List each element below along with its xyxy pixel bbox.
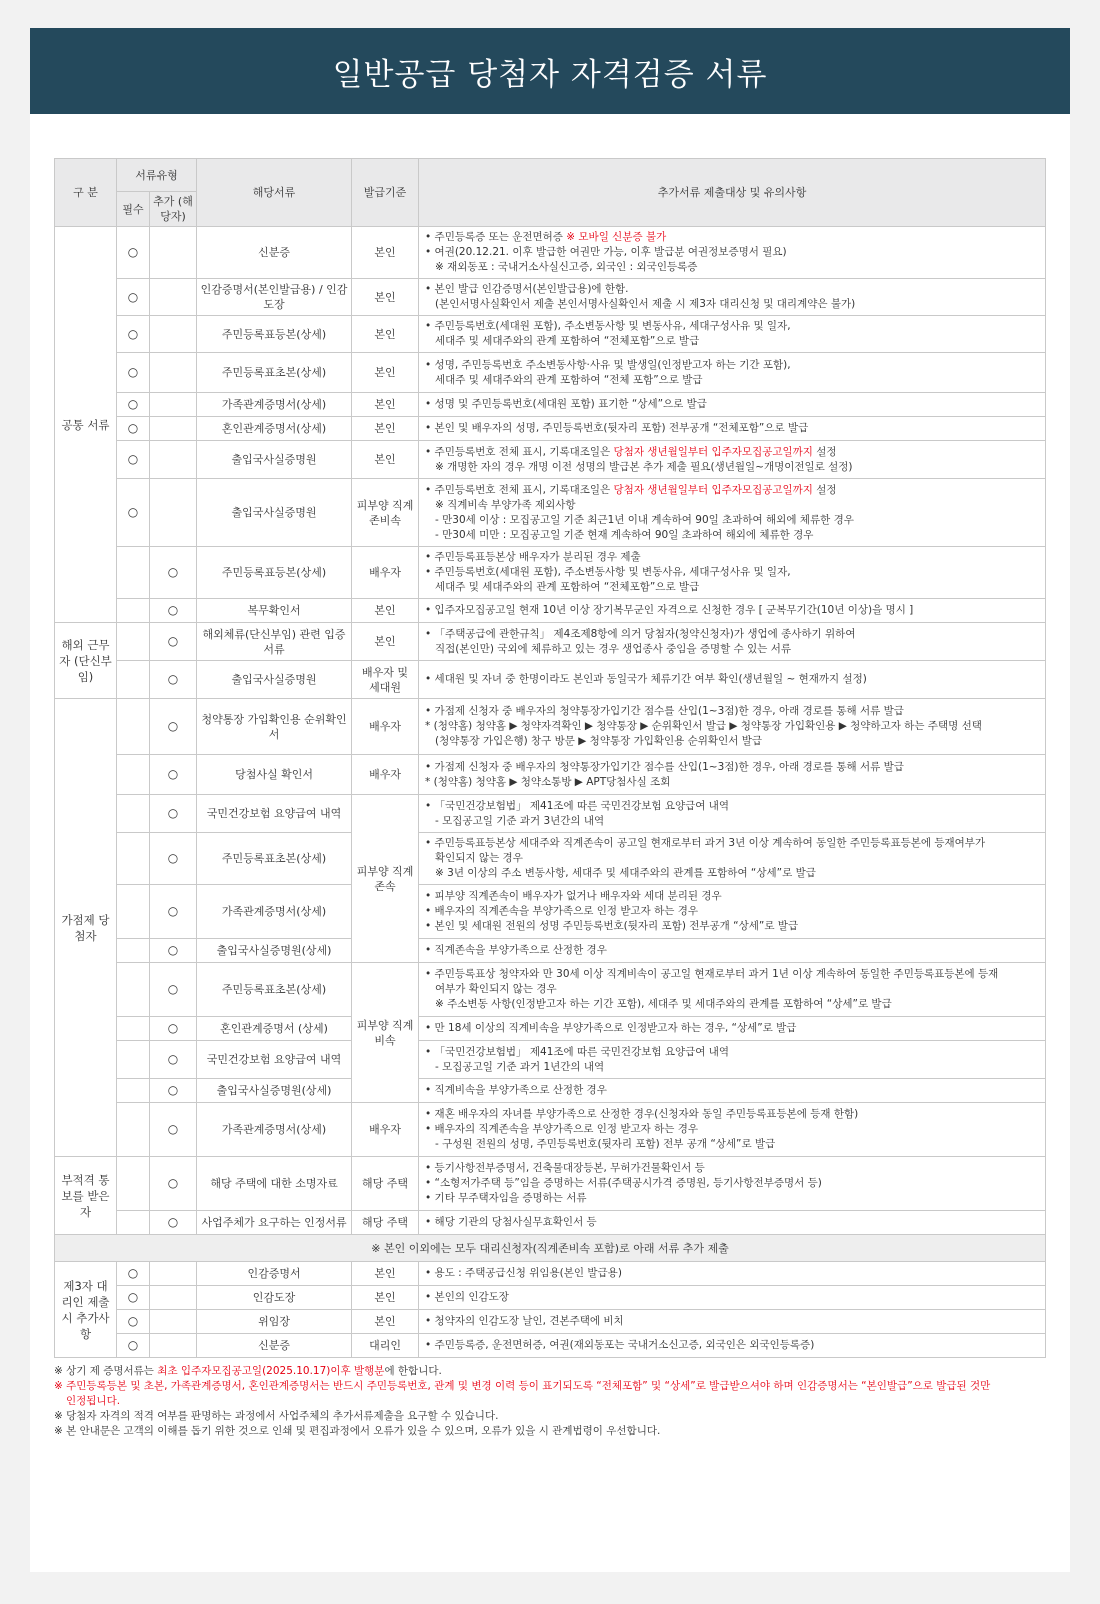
doc-name: 주민등록표등본(상세) <box>197 316 352 353</box>
header-document: 해당서류 <box>197 159 352 227</box>
doc-notes: • 본인 발급 인감증명서(본인발급용)에 한함. (본인서명사실확인서 제출 본인서명사실확인서 제출 시 제3자 대리신청 및 대리계약은 불가) <box>419 279 1046 316</box>
doc-notes: • 해당 기관의 당첨사실무효확인서 등 <box>419 1211 1046 1235</box>
doc-notes: • 「주택공급에 관한규칙」 제4조제8항에 의거 당첨자(청약신청자)가 생업에 종사하기 위하여 직접(본인만) 국외에 체류하고 있는 경우 생업종사 중임을 증명할 수 있는 서류 <box>419 623 1046 661</box>
additional-mark: ○ <box>150 699 197 755</box>
doc-name: 출입국사실증명원(상세) <box>197 1079 352 1103</box>
required-mark: ○ <box>117 227 150 279</box>
header-doc-type: 서류유형 <box>117 159 197 192</box>
doc-name: 해당 주택에 대한 소명자료 <box>197 1157 352 1211</box>
doc-notes: • 주민등록증 또는 운전면허증 ※ 모바일 신분증 불가 • 여권(20.12.21. 이후 발급한 여권만 가능, 이후 발급분 여권정보증명서 필요) ※ 재외동포 : 국내거소사실신고증, 외국인 : 외국인등록증 <box>419 227 1046 279</box>
additional-mark: ○ <box>150 755 197 795</box>
doc-notes: • 입주자모집공고일 현재 10년 이상 장기복무군인 자격으로 신청한 경우 [ 군복무기간(10년 이상)을 명시 ] <box>419 599 1046 623</box>
header-issue-basis: 발급기준 <box>352 159 419 227</box>
header-additional: 추가 (해당자) <box>150 192 197 227</box>
issue-basis: 본인 <box>352 353 419 393</box>
documents-table <box>54 158 1046 1358</box>
required-mark: ○ <box>117 1310 150 1334</box>
doc-notes: • 등기사항전부증명서, 건축물대장등본, 무허가건물확인서 등 • “소형저가주택 등”임을 증명하는 서류(주택공시가격 증명원, 등기사항전부증명서 등) • 기타 무주택자임을 증명하는 서류 <box>419 1157 1046 1211</box>
additional-mark: ○ <box>150 963 197 1017</box>
doc-name: 신분증 <box>197 227 352 279</box>
footnote-3: ※ 당첨자 자격의 적격 여부를 판명하는 과정에서 사업주체의 추가서류제출을 요구할 수 있습니다. <box>54 1410 499 1422</box>
issue-basis: 배우자 <box>352 699 419 755</box>
required-mark: ○ <box>117 393 150 417</box>
required-mark: ○ <box>117 316 150 353</box>
doc-name: 출입국사실증명원 <box>197 479 352 547</box>
header-category: 구 분 <box>55 159 117 227</box>
doc-name: 해외체류(단신부임) 관련 입증서류 <box>197 623 352 661</box>
issue-basis: 본인 <box>352 1262 419 1286</box>
footnotes <box>54 1364 1046 1439</box>
doc-name: 주민등록표초본(상세) <box>197 963 352 1017</box>
doc-name: 복무확인서 <box>197 599 352 623</box>
doc-notes: • 본인의 인감도장 <box>419 1286 1046 1310</box>
header-required: 필수 <box>117 192 150 227</box>
additional-mark: ○ <box>150 1103 197 1157</box>
required-mark: ○ <box>117 353 150 393</box>
additional-mark: ○ <box>150 1041 197 1079</box>
doc-name: 출입국사실증명원(상세) <box>197 939 352 963</box>
doc-notes: • 가점제 신청자 중 배우자의 청약통장가입기간 점수를 산입(1~3점)한 경우, 아래 경로를 통해 서류 발급 * (청약홈) 청약홈 ▶ 청약자격확인 ▶ 청약통장 ▶ 순위확인서 발급 ▶ 청약통장 가입확인용 ▶ 청약하고자 하는 주택명 선택 (청약통장 가입은행) 창구 방문 ▶ 청약통장 가입확인용 순위확인서 발급 <box>419 699 1046 755</box>
doc-notes: • 주민등록증, 운전면허증, 여권(재외동포는 국내거소신고증, 외국인은 외국인등록증) <box>419 1334 1046 1358</box>
issue-basis: 배우자 <box>352 755 419 795</box>
doc-notes: • 성명 및 주민등록번호(세대원 포함) 표기한 “상세”으로 발급 <box>419 393 1046 417</box>
additional-mark: ○ <box>150 661 197 699</box>
additional-mark: ○ <box>150 1079 197 1103</box>
doc-name: 가족관계증명서(상세) <box>197 393 352 417</box>
doc-notes: • 본인 및 배우자의 성명, 주민등록번호(뒷자리 포함) 전부공개 “전체포함”으로 발급 <box>419 417 1046 441</box>
doc-name: 인감증명서 <box>197 1262 352 1286</box>
doc-notes: • 주민등록표등본상 배우자가 분리된 경우 제출 • 주민등록번호(세대원 포함), 주소변동사항 및 변동사유, 세대구성사유 및 일자, 세대주 및 세대주와의 관계 포함하여 “전체포함”으로 발급 <box>419 547 1046 599</box>
category-overseas: 해외 근무자 (단신부임) <box>55 623 117 699</box>
additional-mark: ○ <box>150 795 197 833</box>
category-ineligible: 부적격 통보를 받은 자 <box>55 1157 117 1235</box>
additional-mark: ○ <box>150 599 197 623</box>
doc-name: 출입국사실증명원 <box>197 661 352 699</box>
doc-notes: • 주민등록표상 청약자와 만 30세 이상 직계비속이 공고일 현재로부터 과거 1년 이상 계속하여 동일한 주민등록표등본에 등재 여부가 확인되지 않는 경우 ※ 주소변동 사항(인정받고자 하는 기간 포함), 세대주 및 세대주와의 관계를 포함하여 “상세”로 발급 <box>419 963 1046 1017</box>
issue-basis: 본인 <box>352 316 419 353</box>
additional-mark: ○ <box>150 1211 197 1235</box>
doc-name: 위임장 <box>197 1310 352 1334</box>
doc-notes: • 직계존속을 부양가족으로 산정한 경우 <box>419 939 1046 963</box>
footnote-2: ※ 주민등록등본 및 초본, 가족관계증명서, 혼인관계증명서는 반드시 주민등록번호, 관계 및 변경 이력 등이 표기되도록 “전체포함” 및 “상세”로 발급받으셔야 하며 인감증명서는 “본인발급”으로 발급된 것만 인정됩니다. <box>54 1380 991 1407</box>
required-mark: ○ <box>117 1262 150 1286</box>
issue-basis: 본인 <box>352 623 419 661</box>
document-panel <box>30 28 1070 1572</box>
header-notes: 추가서류 제출대상 및 유의사항 <box>419 159 1046 227</box>
doc-notes: • 성명, 주민등록번호 주소변동사항·사유 및 발생일(인정받고자 하는 기간 포함), 세대주 및 세대주와의 관계 포함하여 “전체 포함”으로 발급 <box>419 353 1046 393</box>
issue-basis: 본인 <box>352 279 419 316</box>
doc-notes: • 주민등록번호(세대원 포함), 주소변동사항 및 변동사유, 세대구성사유 및 일자, 세대주 및 세대주와의 관계 포함하여 “전체포함”으로 발급 <box>419 316 1046 353</box>
required-mark: ○ <box>117 1334 150 1358</box>
doc-name: 출입국사실증명원 <box>197 441 352 479</box>
proxy-banner: ※ 본인 이외에는 모두 대리신청자(직계존비속 포함)로 아래 서류 추가 제출 <box>55 1235 1046 1262</box>
category-addpoint: 가점제 당첨자 <box>55 699 117 1157</box>
doc-notes: • 세대원 및 자녀 중 한명이라도 본인과 동일국가 체류기간 여부 확인(생년월일 ~ 현재까지 설정) <box>419 661 1046 699</box>
doc-name: 인감도장 <box>197 1286 352 1310</box>
doc-name: 신분증 <box>197 1334 352 1358</box>
footnote-4: ※ 본 안내문은 고객의 이해를 돕기 위한 것으로 인쇄 및 편집과정에서 오류가 있을 수 있으며, 오류가 있을 시 관계법령이 우선합니다. <box>54 1425 661 1437</box>
doc-notes: • 직계비속을 부양가족으로 산정한 경우 <box>419 1079 1046 1103</box>
issue-basis: 본인 <box>352 1286 419 1310</box>
category-proxy: 제3자 대리인 제출시 추가사항 <box>55 1262 117 1358</box>
doc-name: 혼인관계증명서 (상세) <box>197 1017 352 1041</box>
doc-name: 가족관계증명서(상세) <box>197 885 352 939</box>
doc-name: 당첨사실 확인서 <box>197 755 352 795</box>
issue-basis: 본인 <box>352 393 419 417</box>
issue-basis: 피부양 직계존비속 <box>352 479 419 547</box>
additional-mark: ○ <box>150 1017 197 1041</box>
additional-mark: ○ <box>150 885 197 939</box>
issue-basis: 본인 <box>352 227 419 279</box>
required-mark: ○ <box>117 417 150 441</box>
doc-notes: • 「국민건강보험법」 제41조에 따른 국민건강보험 요양급여 내역 - 모집공고일 기준 과거 1년간의 내역 <box>419 1041 1046 1079</box>
additional-mark: ○ <box>150 623 197 661</box>
doc-notes: • 피부양 직계존속이 배우자가 없거나 배우자와 세대 분리된 경우 • 배우자의 직계존속을 부양가족으로 인정 받고자 하는 경우 • 본인 및 세대원 전원의 성명 주민등록번호(뒷자리 포함) 전부공개 “상세”로 발급 <box>419 885 1046 939</box>
issue-basis: 배우자 및 세대원 <box>352 661 419 699</box>
issue-basis: 해당 주택 <box>352 1157 419 1211</box>
doc-notes: • 만 18세 이상의 직계비속을 부양가족으로 인정받고자 하는 경우, “상세”로 발급 <box>419 1017 1046 1041</box>
doc-name: 사업주체가 요구하는 인정서류 <box>197 1211 352 1235</box>
required-mark: ○ <box>117 279 150 316</box>
required-mark: ○ <box>117 479 150 547</box>
issue-basis: 배우자 <box>352 1103 419 1157</box>
doc-notes: • 주민등록표등본상 세대주와 직계존속이 공고일 현재로부터 과거 3년 이상 계속하여 동일한 주민등록표등본에 등재여부가 확인되지 않는 경우 ※ 3년 이상의 주소 변동사항, 세대주 및 세대주와의 관계를 포함하여 “상세”로 발급 <box>419 833 1046 885</box>
doc-name: 주민등록표등본(상세) <box>197 547 352 599</box>
doc-name: 가족관계증명서(상세) <box>197 1103 352 1157</box>
doc-name: 혼인관계증명서(상세) <box>197 417 352 441</box>
doc-notes: • 청약자의 인감도장 날인, 견본주택에 비치 <box>419 1310 1046 1334</box>
issue-basis: 본인 <box>352 1310 419 1334</box>
issue-basis: 대리인 <box>352 1334 419 1358</box>
page-title: 일반공급 당첨자 자격검증 서류 <box>30 28 1070 114</box>
additional-mark: ○ <box>150 833 197 885</box>
issue-basis: 해당 주택 <box>352 1211 419 1235</box>
additional-mark: ○ <box>150 547 197 599</box>
doc-name: 주민등록표초본(상세) <box>197 833 352 885</box>
doc-name: 국민건강보험 요양급여 내역 <box>197 795 352 833</box>
footnote-1: ※ 상기 제 증명서류는 최초 입주자모집공고일(2025.10.17)이후 발행분에 한합니다. <box>54 1365 442 1377</box>
doc-notes: • 용도 : 주택공급신청 위임용(본인 발급용) <box>419 1262 1046 1286</box>
required-mark: ○ <box>117 1286 150 1310</box>
issue-basis: 본인 <box>352 417 419 441</box>
issue-basis: 본인 <box>352 599 419 623</box>
doc-name: 청약통장 가입확인용 순위확인서 <box>197 699 352 755</box>
doc-name: 주민등록표초본(상세) <box>197 353 352 393</box>
required-mark: ○ <box>117 441 150 479</box>
doc-notes: • 가점제 신청자 중 배우자의 청약통장가입기간 점수를 산입(1~3점)한 경우, 아래 경로를 통해 서류 발급 * (청약홈) 청약홈 ▶ 청약소통방 ▶ APT당첨사실 조회 <box>419 755 1046 795</box>
doc-notes: • 주민등록번호 전체 표시, 기록대조일은 당첨자 생년월일부터 입주자모집공고일까지 설정 ※ 직계비속 부양가족 제외사항 - 만30세 이상 : 모집공고일 기준 최근1년 이내 계속하여 90일 초과하여 해외에 체류한 경우 - 만30세 미만 : 모집공고일 기준 현재 계속하여 90일 초과하여 해외에 체류한 경우 <box>419 479 1046 547</box>
doc-notes: • 재혼 배우자의 자녀를 부양가족으로 산정한 경우(신청자와 동일 주민등록표등본에 등재 한함) • 배우자의 직계존속을 부양가족으로 인정 받고자 하는 경우 - 구성원 전원의 성명, 주민등록번호(뒷자리 포함) 전부 공개 “상세”로 발급 <box>419 1103 1046 1157</box>
additional-mark: ○ <box>150 1157 197 1211</box>
issue-basis: 배우자 <box>352 547 419 599</box>
additional-mark: ○ <box>150 939 197 963</box>
doc-notes: • 「국민건강보험법」 제41조에 따른 국민건강보험 요양급여 내역 - 모집공고일 기준 과거 3년간의 내역 <box>419 795 1046 833</box>
issue-basis: 피부양 직계비속 <box>352 963 419 1103</box>
doc-name: 국민건강보험 요양급여 내역 <box>197 1041 352 1079</box>
issue-basis: 본인 <box>352 441 419 479</box>
issue-basis: 피부양 직계존속 <box>352 795 419 963</box>
doc-name: 인감증명서(본인발급용) / 인감도장 <box>197 279 352 316</box>
category-common: 공통 서류 <box>55 227 117 623</box>
doc-notes: • 주민등록번호 전체 표시, 기록대조일은 당첨자 생년월일부터 입주자모집공고일까지 설정 ※ 개명한 자의 경우 개명 이전 성명의 발급본 추가 제출 필요(생년월일~개명이전일로 설정) <box>419 441 1046 479</box>
